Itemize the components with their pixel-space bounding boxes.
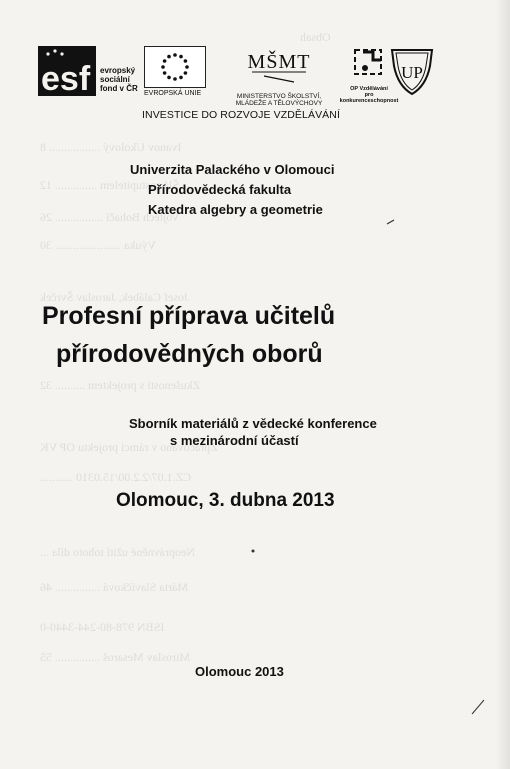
msmt-caption-line: MINISTERSTVO ŠKOLSTVÍ, — [236, 93, 322, 100]
esf-logo-text: esf — [41, 60, 91, 96]
esf-logo — [38, 46, 96, 94]
show-through-text: Obsah Ivanov Ukolový ................. 8 Šlá zastupitelem .............. 12 Vojtěch Bohačí ................ 26 Výuka ...................... 30 Josef Calábek, Jaroslav Švrček Zkušenosti s projektem .......... 32 Zpracováno v rámci projektu OP VK CZ.1.07/2.2.00/15.0310 ........... Neoprávněné užití tohoto díla ... Mária Slavíčková ............... 46 ISBN 978-80-244-3440-0 Miroslav Mesaroš ............... 55 — [40, 30, 331, 664]
up-logo-text: UP — [401, 63, 423, 82]
msmt-caption-line: MLÁDEŽE A TĚLOVÝCHOVY — [235, 100, 323, 107]
up-logo — [390, 46, 434, 101]
msmt-logo — [224, 46, 334, 107]
esf-logo-mark — [38, 46, 96, 96]
book-title-line-1: Profesní příprava učitelů — [42, 302, 336, 330]
stray-mark — [386, 218, 396, 226]
imprint-place-year: Olomouc 2013 — [195, 664, 284, 679]
page-edge-shadow — [496, 0, 510, 769]
sponsor-logos — [38, 46, 478, 106]
faculty-name: Přírodovědecká fakulta — [148, 182, 292, 197]
subtitle-line-1: Sborník materiálů z vědecké konference — [129, 416, 377, 431]
esf-text-line: evropský — [100, 66, 136, 75]
opvk-logo-mark — [351, 46, 387, 80]
investice-tagline: INVESTICE DO ROZVOJE VZDĚLÁVÁNÍ — [142, 109, 340, 121]
eu-logo — [144, 46, 206, 97]
esf-text-line: fond v ČR — [100, 84, 138, 93]
esf-text-line: sociální — [100, 75, 130, 84]
msmt-caption — [224, 93, 334, 107]
university-name: Univerzita Palackého v Olomouci — [130, 162, 335, 177]
eu-flag-icon — [144, 46, 206, 88]
book-title-line-2: přírodovědných oborů — [56, 340, 323, 368]
opvk-caption-line: OP Vzdělávání — [350, 86, 388, 92]
stray-mark — [470, 698, 486, 716]
esf-text — [100, 66, 138, 93]
eu-caption: EVROPSKÁ UNIE — [144, 90, 202, 97]
conference-place-date: Olomouc, 3. dubna 2013 — [116, 490, 335, 511]
department-name: Katedra algebry a geometrie — [148, 202, 323, 217]
opvk-caption-line: pro konkurenceschopnost — [339, 92, 399, 104]
msmt-logo-mark — [244, 46, 314, 86]
up-shield-icon — [390, 46, 434, 96]
subtitle-line-2: s mezinárodní účastí — [170, 433, 299, 448]
stray-dot — [250, 548, 256, 554]
msmt-logo-text: MŠMT — [247, 51, 311, 73]
